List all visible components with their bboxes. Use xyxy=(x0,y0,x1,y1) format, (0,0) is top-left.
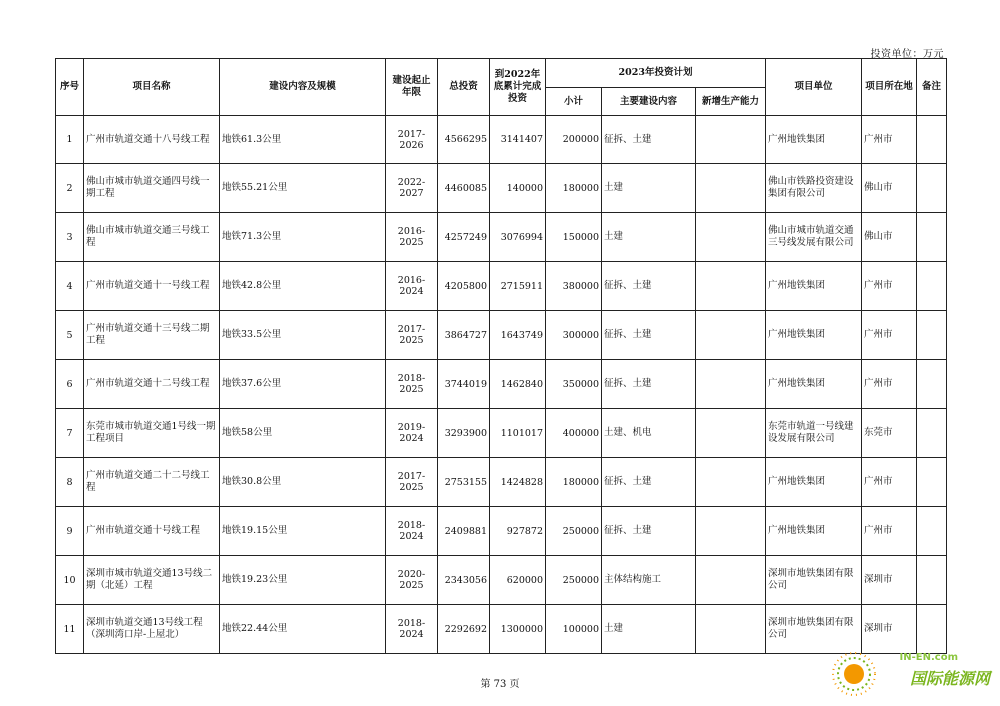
cell-remark xyxy=(917,507,947,556)
cell-completed-investment: 3141407 xyxy=(490,116,546,164)
cell-project-unit: 东莞市轨道一号线建设发展有限公司 xyxy=(766,409,862,458)
cell-total-investment: 2409881 xyxy=(438,507,490,556)
cell-completed-investment: 140000 xyxy=(490,164,546,213)
sun-logo-icon xyxy=(824,650,884,698)
cell-location: 广州市 xyxy=(862,116,917,164)
cell-new-capacity xyxy=(696,164,766,213)
cell-subtotal: 300000 xyxy=(546,311,602,360)
cell-completed-investment: 3076994 xyxy=(490,213,546,262)
cell-period: 2016-2025 xyxy=(386,213,438,262)
cell-project-name: 广州市轨道交通十八号线工程 xyxy=(84,116,220,164)
cell-project-name: 佛山市城市轨道交通三号线工程 xyxy=(84,213,220,262)
cell-new-capacity xyxy=(696,409,766,458)
cell-period: 2019-2024 xyxy=(386,409,438,458)
cell-main-content: 征拆、土建 xyxy=(602,116,696,164)
cell-location: 东莞市 xyxy=(862,409,917,458)
cell-period: 2017-2025 xyxy=(386,311,438,360)
cell-seq: 9 xyxy=(56,507,84,556)
cell-content-scale: 地铁30.8公里 xyxy=(220,458,386,507)
cell-project-name: 广州市轨道交通十二号线工程 xyxy=(84,360,220,409)
cell-remark xyxy=(917,116,947,164)
cell-remark xyxy=(917,605,947,654)
cell-project-name: 深圳市城市轨道交通13号线二期（北延）工程 xyxy=(84,556,220,605)
cell-location: 深圳市 xyxy=(862,556,917,605)
cell-remark xyxy=(917,458,947,507)
cell-project-name: 广州市轨道交通二十二号线工程 xyxy=(84,458,220,507)
cell-period: 2022-2027 xyxy=(386,164,438,213)
cell-project-name: 广州市轨道交通十三号线二期工程 xyxy=(84,311,220,360)
cell-seq: 8 xyxy=(56,458,84,507)
cell-location: 佛山市 xyxy=(862,164,917,213)
cell-seq: 6 xyxy=(56,360,84,409)
cell-total-investment: 4257249 xyxy=(438,213,490,262)
cell-subtotal: 100000 xyxy=(546,605,602,654)
cell-subtotal: 180000 xyxy=(546,164,602,213)
header-completed-investment: 到2022年底累计完成投资 xyxy=(490,59,546,116)
table-row xyxy=(56,311,947,360)
cell-seq: 11 xyxy=(56,605,84,654)
cell-project-name: 深圳市轨道交通13号线工程（深圳湾口岸-上屋北） xyxy=(84,605,220,654)
cell-subtotal: 380000 xyxy=(546,262,602,311)
table-row xyxy=(56,213,947,262)
cell-seq: 10 xyxy=(56,556,84,605)
cell-remark xyxy=(917,164,947,213)
cell-completed-investment: 1300000 xyxy=(490,605,546,654)
cell-main-content: 征拆、土建 xyxy=(602,262,696,311)
cell-main-content: 土建 xyxy=(602,164,696,213)
cell-main-content: 土建 xyxy=(602,605,696,654)
cell-location: 广州市 xyxy=(862,360,917,409)
cell-remark xyxy=(917,360,947,409)
cell-location: 佛山市 xyxy=(862,213,917,262)
cell-new-capacity xyxy=(696,360,766,409)
header-project-unit: 项目单位 xyxy=(766,59,862,116)
cell-subtotal: 200000 xyxy=(546,116,602,164)
cell-project-name: 东莞市城市轨道交通1号线一期工程项目 xyxy=(84,409,220,458)
cell-remark xyxy=(917,556,947,605)
cell-project-unit: 广州地铁集团 xyxy=(766,311,862,360)
cell-period: 2018-2025 xyxy=(386,360,438,409)
cell-new-capacity xyxy=(696,556,766,605)
page-number: 第 73 页 xyxy=(480,679,520,690)
cell-new-capacity xyxy=(696,213,766,262)
header-main-content: 主要建设内容 xyxy=(602,88,696,116)
cell-location: 深圳市 xyxy=(862,605,917,654)
cell-project-unit: 广州地铁集团 xyxy=(766,116,862,164)
table-row xyxy=(56,458,947,507)
cell-total-investment: 2343056 xyxy=(438,556,490,605)
cell-period: 2017-2025 xyxy=(386,458,438,507)
cell-total-investment: 4460085 xyxy=(438,164,490,213)
cell-subtotal: 250000 xyxy=(546,507,602,556)
cell-new-capacity xyxy=(696,458,766,507)
cell-main-content: 征拆、土建 xyxy=(602,360,696,409)
table-body xyxy=(56,116,947,654)
cell-total-investment: 3293900 xyxy=(438,409,490,458)
cell-total-investment: 3744019 xyxy=(438,360,490,409)
cell-period: 2016-2024 xyxy=(386,262,438,311)
cell-project-unit: 深圳市地铁集团有限公司 xyxy=(766,605,862,654)
cell-new-capacity xyxy=(696,605,766,654)
cell-new-capacity xyxy=(696,507,766,556)
watermark-site: IN-EN.com xyxy=(899,652,958,663)
cell-content-scale: 地铁19.23公里 xyxy=(220,556,386,605)
cell-total-investment: 4205800 xyxy=(438,262,490,311)
header-total-investment: 总投资 xyxy=(438,59,490,116)
cell-project-name: 广州市轨道交通十一号线工程 xyxy=(84,262,220,311)
cell-subtotal: 350000 xyxy=(546,360,602,409)
header-location: 项目所在地 xyxy=(862,59,917,116)
cell-content-scale: 地铁37.6公里 xyxy=(220,360,386,409)
cell-seq: 1 xyxy=(56,116,84,164)
cell-content-scale: 地铁61.3公里 xyxy=(220,116,386,164)
cell-completed-investment: 1643749 xyxy=(490,311,546,360)
cell-project-unit: 广州地铁集团 xyxy=(766,507,862,556)
cell-remark xyxy=(917,409,947,458)
cell-project-name: 佛山市城市轨道交通四号线一期工程 xyxy=(84,164,220,213)
cell-total-investment: 4566295 xyxy=(438,116,490,164)
cell-period: 2018-2024 xyxy=(386,507,438,556)
header-2023-plan: 2023年投资计划 xyxy=(546,59,766,88)
table-row xyxy=(56,164,947,213)
cell-period: 2017-2026 xyxy=(386,116,438,164)
cell-location: 广州市 xyxy=(862,507,917,556)
cell-total-investment: 2292692 xyxy=(438,605,490,654)
cell-project-name: 广州市轨道交通十号线工程 xyxy=(84,507,220,556)
cell-content-scale: 地铁19.15公里 xyxy=(220,507,386,556)
header-period: 建设起止年限 xyxy=(386,59,438,116)
table-row xyxy=(56,507,947,556)
cell-remark xyxy=(917,311,947,360)
cell-subtotal: 150000 xyxy=(546,213,602,262)
project-table xyxy=(55,58,947,654)
cell-remark xyxy=(917,262,947,311)
cell-new-capacity xyxy=(696,262,766,311)
cell-total-investment: 3864727 xyxy=(438,311,490,360)
cell-subtotal: 180000 xyxy=(546,458,602,507)
cell-content-scale: 地铁33.5公里 xyxy=(220,311,386,360)
watermark-brand: 国际能源网 xyxy=(909,669,990,688)
cell-main-content: 征拆、土建 xyxy=(602,458,696,507)
cell-project-unit: 佛山市铁路投资建设集团有限公司 xyxy=(766,164,862,213)
cell-main-content: 土建 xyxy=(602,213,696,262)
table-row xyxy=(56,360,947,409)
cell-seq: 4 xyxy=(56,262,84,311)
cell-project-unit: 广州地铁集团 xyxy=(766,360,862,409)
cell-main-content: 征拆、土建 xyxy=(602,507,696,556)
cell-project-unit: 佛山市城市轨道交通三号线发展有限公司 xyxy=(766,213,862,262)
cell-subtotal: 400000 xyxy=(546,409,602,458)
cell-project-unit: 深圳市地铁集团有限公司 xyxy=(766,556,862,605)
cell-content-scale: 地铁55.21公里 xyxy=(220,164,386,213)
cell-remark xyxy=(917,213,947,262)
cell-subtotal: 250000 xyxy=(546,556,602,605)
header-remark: 备注 xyxy=(917,59,947,116)
cell-content-scale: 地铁58公里 xyxy=(220,409,386,458)
cell-location: 广州市 xyxy=(862,262,917,311)
cell-seq: 5 xyxy=(56,311,84,360)
cell-completed-investment: 1462840 xyxy=(490,360,546,409)
watermark-logo xyxy=(824,650,994,700)
cell-seq: 7 xyxy=(56,409,84,458)
cell-completed-investment: 2715911 xyxy=(490,262,546,311)
cell-new-capacity xyxy=(696,116,766,164)
cell-location: 广州市 xyxy=(862,458,917,507)
cell-completed-investment: 1424828 xyxy=(490,458,546,507)
cell-period: 2020-2025 xyxy=(386,556,438,605)
table-row xyxy=(56,556,947,605)
cell-project-unit: 广州地铁集团 xyxy=(766,262,862,311)
cell-completed-investment: 620000 xyxy=(490,556,546,605)
cell-period: 2018-2024 xyxy=(386,605,438,654)
header-seq: 序号 xyxy=(56,59,84,116)
cell-main-content: 土建、机电 xyxy=(602,409,696,458)
table-row xyxy=(56,116,947,164)
cell-total-investment: 2753155 xyxy=(438,458,490,507)
cell-seq: 2 xyxy=(56,164,84,213)
cell-main-content: 征拆、土建 xyxy=(602,311,696,360)
header-subtotal: 小计 xyxy=(546,88,602,116)
cell-content-scale: 地铁22.44公里 xyxy=(220,605,386,654)
cell-seq: 3 xyxy=(56,213,84,262)
cell-completed-investment: 927872 xyxy=(490,507,546,556)
cell-main-content: 主体结构施工 xyxy=(602,556,696,605)
table-row xyxy=(56,605,947,654)
table-row xyxy=(56,262,947,311)
cell-content-scale: 地铁71.3公里 xyxy=(220,213,386,262)
cell-completed-investment: 1101017 xyxy=(490,409,546,458)
header-new-capacity: 新增生产能力 xyxy=(696,88,766,116)
header-row-top xyxy=(56,59,947,88)
header-content-scale: 建设内容及规模 xyxy=(220,59,386,116)
table-row xyxy=(56,409,947,458)
cell-new-capacity xyxy=(696,311,766,360)
cell-location: 广州市 xyxy=(862,311,917,360)
header-project-name: 项目名称 xyxy=(84,59,220,116)
cell-project-unit: 广州地铁集团 xyxy=(766,458,862,507)
investment-unit-note: 投资单位：万元 xyxy=(870,49,944,60)
cell-content-scale: 地铁42.8公里 xyxy=(220,262,386,311)
